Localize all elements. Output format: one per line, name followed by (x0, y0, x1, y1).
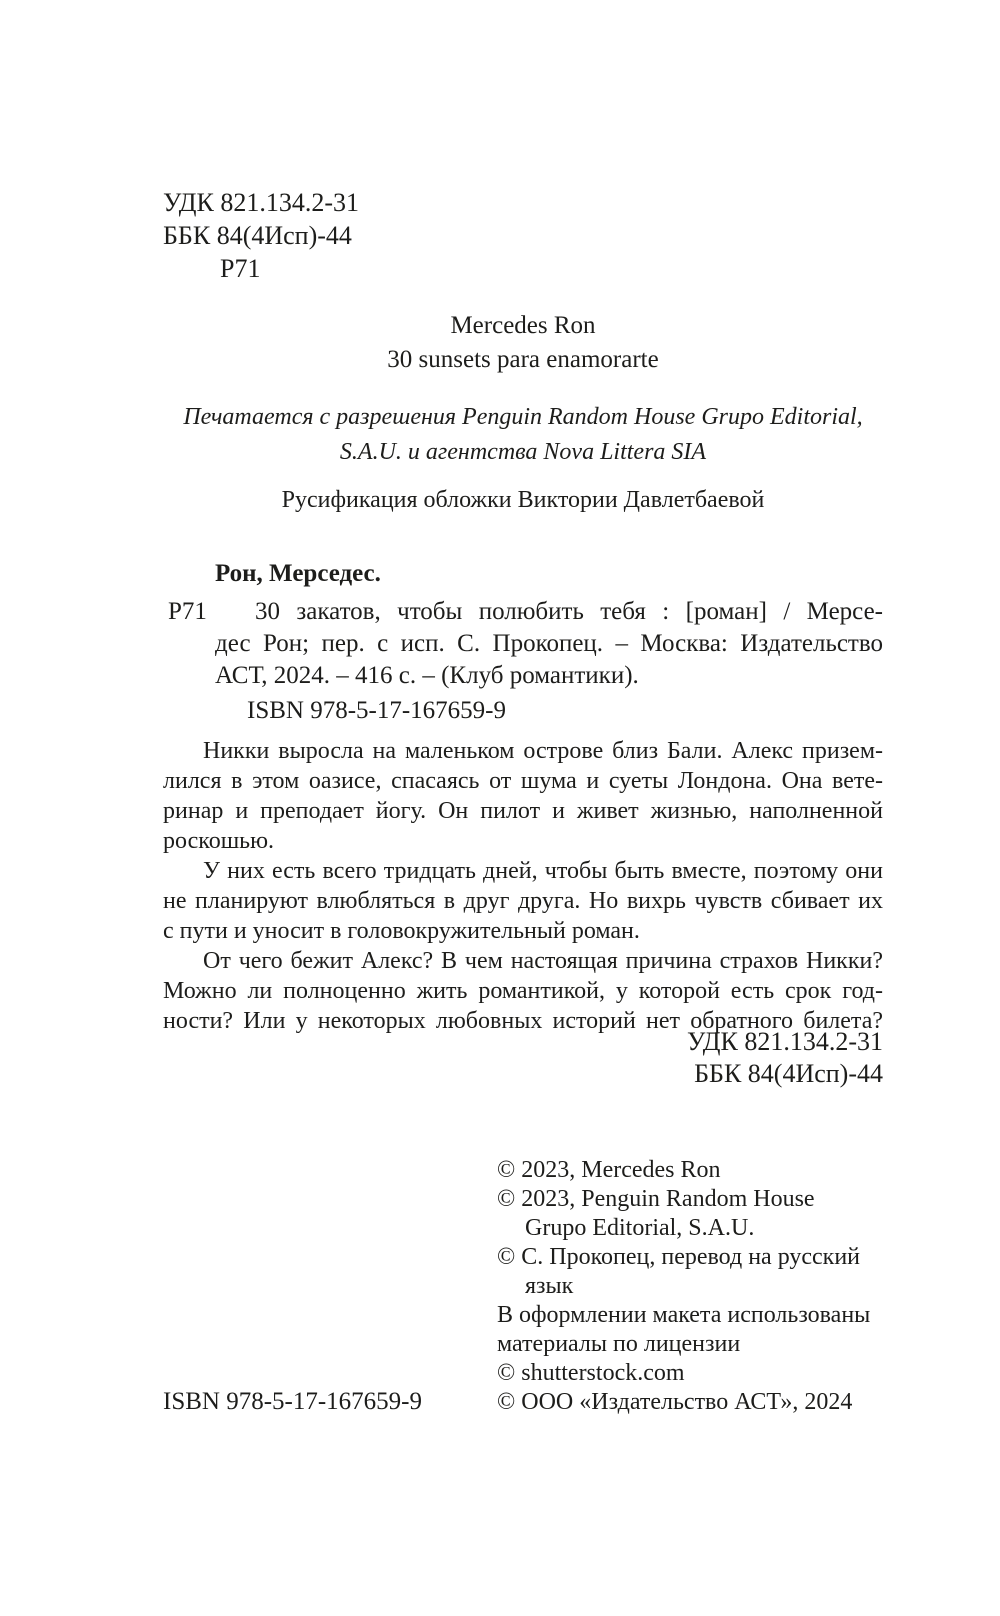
head-codes-block (163, 186, 359, 285)
original-title: 30 sunsets para enamorarte (387, 346, 659, 373)
copyright-line-design-2: материалы по лицензии (497, 1331, 741, 1357)
copyright-line-author: © 2023, Mercedes Ron (497, 1157, 721, 1183)
isbn-bottom: ISBN 978-5-17-167659-9 (163, 1388, 423, 1415)
original-title-block (163, 309, 883, 377)
annotation-p1-line-2: лился в этом оазисе, спасаясь от шума и суеты Лондона. Она вете- (163, 768, 883, 794)
author-sign-code: Р71 (220, 254, 261, 283)
copyright-line-translator-cont: язык (525, 1273, 574, 1299)
bbk-code-right: ББК 84(4Исп)-44 (694, 1059, 883, 1088)
copyright-block (497, 1156, 917, 1417)
copyright-line-translator: © С. Прокопец, перевод на русский (497, 1244, 861, 1270)
annotation-p2-line-3: с пути и уносит в головокружительный роман. (163, 918, 640, 944)
annotation-p3-line-1: От чего бежит Алекс? В чем настоящая причина страхов Никки? (203, 948, 883, 974)
cover-localization-note: Русификация обложки Виктории Давлетбаевой (281, 487, 765, 513)
annotation-block (163, 736, 883, 1036)
catalog-bib-line-3: АСТ, 2024. – 416 с. – (Клуб романтики). (215, 662, 639, 689)
annotation-p3-line-2: Можно ли полноценно жить романтикой, у которой есть срок год- (163, 978, 883, 1004)
copyright-line-publisher: © 2023, Penguin Random House (497, 1186, 815, 1212)
catalog-bib-line-2: дес Рон; пер. с исп. С. Прокопец. – Москва: Издательство (215, 630, 883, 657)
permission-note (163, 400, 883, 470)
original-author: Mercedes Ron (450, 312, 596, 339)
annotation-p1-line-1: Никки выросла на маленьком острове близ Бали. Алекс призем- (203, 738, 883, 764)
catalog-author-sign: Р71 (168, 598, 207, 625)
annotation-p2-line-2: не планируют влюбляться в друг друга. Но вихрь чувств сбивает их (163, 888, 883, 914)
udk-code-right: УДК 821.134.2-31 (686, 1027, 883, 1056)
catalog-bib-line-1: 30 закатов, чтобы полюбить тебя : [роман] / Мерсе- (255, 598, 883, 625)
permission-line-1: Печатается с разрешения Penguin Random House Grupo Editorial, (183, 404, 863, 430)
annotation-p1-line-3: ринар и преподает йогу. Он пилот и живет жизнью, наполненной (163, 798, 883, 824)
codes-right-block (163, 1026, 883, 1090)
catalog-author: Рон, Мерседес. (215, 560, 381, 587)
isbn-catalog: ISBN 978-5-17-167659-9 (247, 697, 507, 724)
copyright-line-design-1: В оформлении макета использованы (497, 1302, 871, 1328)
bbk-code: ББК 84(4Исп)-44 (163, 221, 352, 250)
copyright-line-publisher-cont: Grupo Editorial, S.A.U. (525, 1215, 755, 1241)
copyright-line-ast: © ООО «Издательство АСТ», 2024 (497, 1389, 853, 1415)
udk-code: УДК 821.134.2-31 (163, 188, 360, 217)
permission-line-2: S.A.U. и агентства Nova Littera SIA (339, 439, 707, 465)
annotation-p1-line-4: роскошью. (163, 828, 275, 854)
annotation-p2-line-1: У них есть всего тридцать дней, чтобы быть вместе, поэтому они (203, 858, 883, 884)
copyright-line-shutterstock: © shutterstock.com (497, 1360, 685, 1386)
annotation-p3-line-3: ности? Или у некоторых любовных историй нет обратного билета? (163, 1008, 883, 1034)
